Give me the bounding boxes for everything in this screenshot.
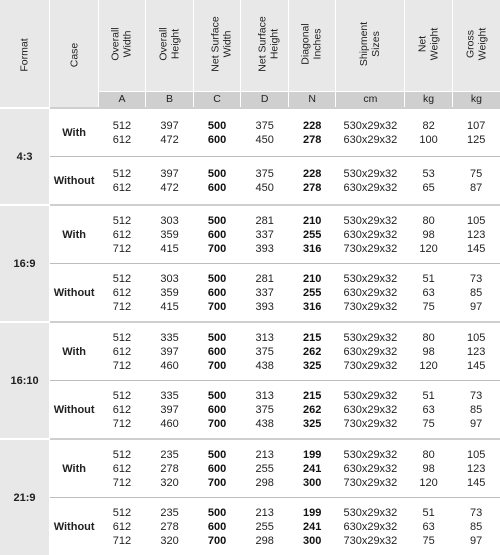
net-surface-width-value: 600 [193, 286, 241, 300]
net-surface-width-value: 600 [193, 403, 241, 417]
header-row [0, 0, 500, 91]
net-surface-height-value: 393 [241, 300, 289, 314]
shipment-sizes-value: 730x29x32 [336, 476, 405, 490]
shipment-sizes-value: 630x29x32 [336, 462, 405, 476]
table-row [0, 381, 500, 440]
net-surface-height-value: 375 [241, 167, 289, 181]
net-surface-height-value: 298 [241, 476, 289, 490]
case-cell: Without [50, 157, 99, 206]
overall-width-value: 712 [98, 476, 146, 490]
case-cell: Without [50, 381, 99, 440]
overall-height-value: 359 [146, 228, 194, 242]
gross-weight-cell [452, 205, 500, 264]
net-weight-value: 63 [405, 520, 453, 534]
table-body [0, 108, 500, 555]
shipment-sizes-value: 530x29x32 [336, 119, 405, 133]
gross-weight-cell [452, 157, 500, 206]
overall-height-value: 320 [146, 534, 194, 548]
overall-width-cell [98, 322, 146, 381]
diagonal-inches-cell [288, 205, 336, 264]
diagonal-inches-value: 300 [288, 534, 336, 548]
diagonal-inches-cell [288, 439, 336, 498]
net-surface-width-value: 700 [193, 242, 241, 256]
gross-weight-value: 97 [452, 300, 500, 314]
gross-weight-value: 105 [452, 214, 500, 228]
net-weight-cell [405, 264, 453, 323]
net-weight-value: 80 [405, 331, 453, 345]
net-surface-height-value: 438 [241, 417, 289, 431]
table-row [0, 108, 500, 157]
unit-cell: C [193, 91, 241, 108]
case-cell: With [50, 322, 99, 381]
shipment-sizes-cell [336, 157, 405, 206]
diagonal-inches-value: 228 [288, 167, 336, 181]
net-surface-height-value: 438 [241, 359, 289, 373]
overall-width-value: 512 [98, 331, 146, 345]
shipment-sizes-value: 630x29x32 [336, 228, 405, 242]
diagonal-inches-value: 325 [288, 359, 336, 373]
net-weight-value: 120 [405, 359, 453, 373]
overall-height-value: 335 [146, 331, 194, 345]
overall-width-value: 512 [98, 272, 146, 286]
shipment-sizes-cell [336, 108, 405, 157]
overall-width-value: 712 [98, 300, 146, 314]
overall-height-value: 235 [146, 448, 194, 462]
shipment-sizes-value: 730x29x32 [336, 242, 405, 256]
overall-height-value: 235 [146, 506, 194, 520]
overall-width-value: 512 [98, 389, 146, 403]
shipment-sizes-value: 630x29x32 [336, 181, 405, 195]
shipment-sizes-value: 530x29x32 [336, 389, 405, 403]
net-weight-cell [405, 381, 453, 440]
net-surface-width-cell [193, 264, 241, 323]
shipment-sizes-cell [336, 498, 405, 555]
net-weight-value: 120 [405, 242, 453, 256]
overall-width-value: 612 [98, 181, 146, 195]
gross-weight-value: 107 [452, 119, 500, 133]
diagonal-inches-value: 210 [288, 272, 336, 286]
net-weight-cell [405, 205, 453, 264]
overall-height-cell [146, 322, 194, 381]
net-surface-width-value: 600 [193, 181, 241, 195]
diagonal-inches-value: 241 [288, 520, 336, 534]
header-overall-width: Overall Width [98, 0, 146, 91]
diagonal-inches-cell [288, 157, 336, 206]
net-weight-value: 120 [405, 476, 453, 490]
net-surface-height-cell [241, 381, 289, 440]
diagonal-inches-value: 215 [288, 331, 336, 345]
net-weight-value: 80 [405, 448, 453, 462]
net-surface-height-value: 375 [241, 345, 289, 359]
diagonal-inches-value: 300 [288, 476, 336, 490]
overall-width-value: 712 [98, 242, 146, 256]
net-weight-value: 53 [405, 167, 453, 181]
unit-cell: B [146, 91, 194, 108]
overall-width-value: 512 [98, 506, 146, 520]
shipment-sizes-value: 530x29x32 [336, 448, 405, 462]
diagonal-inches-value: 199 [288, 506, 336, 520]
overall-height-cell [146, 264, 194, 323]
header-shipment-sizes: Shipment Sizes [336, 0, 405, 91]
shipment-sizes-value: 530x29x32 [336, 272, 405, 286]
gross-weight-value: 145 [452, 476, 500, 490]
net-surface-height-value: 255 [241, 520, 289, 534]
header-format: Format [0, 0, 50, 108]
net-weight-value: 75 [405, 300, 453, 314]
table-row [0, 498, 500, 555]
net-surface-height-cell [241, 108, 289, 157]
gross-weight-value: 105 [452, 448, 500, 462]
header-net-surface-width: Net Surface Width [193, 0, 241, 91]
net-surface-height-value: 337 [241, 286, 289, 300]
overall-width-value: 612 [98, 345, 146, 359]
net-weight-value: 80 [405, 214, 453, 228]
net-surface-height-value: 375 [241, 119, 289, 133]
net-weight-cell [405, 498, 453, 555]
diagonal-inches-value: 199 [288, 448, 336, 462]
overall-height-cell [146, 381, 194, 440]
gross-weight-cell [452, 108, 500, 157]
gross-weight-value: 145 [452, 242, 500, 256]
diagonal-inches-value: 228 [288, 119, 336, 133]
overall-height-value: 278 [146, 520, 194, 534]
net-weight-cell [405, 108, 453, 157]
overall-width-value: 712 [98, 534, 146, 548]
overall-width-value: 712 [98, 417, 146, 431]
table-row [0, 157, 500, 206]
shipment-sizes-value: 530x29x32 [336, 214, 405, 228]
diagonal-inches-value: 325 [288, 417, 336, 431]
net-weight-value: 65 [405, 181, 453, 195]
shipment-sizes-value: 530x29x32 [336, 331, 405, 345]
diagonal-inches-value: 316 [288, 300, 336, 314]
overall-height-value: 472 [146, 133, 194, 147]
diagonal-inches-value: 262 [288, 345, 336, 359]
shipment-sizes-value: 730x29x32 [336, 359, 405, 373]
overall-width-cell [98, 439, 146, 498]
header-net-weight: Net Weight [405, 0, 453, 91]
diagonal-inches-cell [288, 381, 336, 440]
overall-height-value: 415 [146, 242, 194, 256]
header-gross-weight: Gross Weight [452, 0, 500, 91]
diagonal-inches-cell [288, 498, 336, 555]
net-surface-height-value: 450 [241, 133, 289, 147]
case-cell: With [50, 439, 99, 498]
net-surface-height-cell [241, 264, 289, 323]
net-surface-width-value: 600 [193, 462, 241, 476]
overall-height-cell [146, 108, 194, 157]
net-surface-width-value: 700 [193, 417, 241, 431]
case-cell: Without [50, 498, 99, 555]
overall-width-value: 512 [98, 448, 146, 462]
net-weight-value: 75 [405, 417, 453, 431]
header-diagonal-inches: Diagonal Inches [288, 0, 336, 91]
net-surface-height-value: 298 [241, 534, 289, 548]
net-surface-width-value: 500 [193, 167, 241, 181]
table-row [0, 439, 500, 498]
overall-height-value: 397 [146, 403, 194, 417]
net-surface-width-cell [193, 322, 241, 381]
overall-height-value: 397 [146, 345, 194, 359]
overall-width-cell [98, 498, 146, 555]
diagonal-inches-value: 316 [288, 242, 336, 256]
net-surface-width-value: 600 [193, 133, 241, 147]
format-cell: 4:3 [0, 108, 50, 205]
overall-width-value: 612 [98, 403, 146, 417]
gross-weight-value: 73 [452, 389, 500, 403]
net-surface-height-value: 375 [241, 403, 289, 417]
net-weight-value: 98 [405, 228, 453, 242]
net-weight-cell [405, 322, 453, 381]
net-surface-width-cell [193, 108, 241, 157]
overall-height-value: 472 [146, 181, 194, 195]
net-surface-width-value: 600 [193, 228, 241, 242]
shipment-sizes-value: 630x29x32 [336, 520, 405, 534]
gross-weight-value: 123 [452, 462, 500, 476]
diagonal-inches-value: 241 [288, 462, 336, 476]
diagonal-inches-value: 278 [288, 181, 336, 195]
net-surface-height-value: 337 [241, 228, 289, 242]
net-weight-value: 98 [405, 462, 453, 476]
net-surface-width-value: 500 [193, 331, 241, 345]
case-cell: Without [50, 264, 99, 323]
shipment-sizes-value: 630x29x32 [336, 286, 405, 300]
net-surface-height-cell [241, 322, 289, 381]
diagonal-inches-cell [288, 108, 336, 157]
overall-width-cell [98, 205, 146, 264]
table-row [0, 322, 500, 381]
table-row [0, 205, 500, 264]
overall-width-cell [98, 157, 146, 206]
gross-weight-value: 123 [452, 228, 500, 242]
overall-height-value: 460 [146, 417, 194, 431]
gross-weight-value: 125 [452, 133, 500, 147]
unit-cell: cm [336, 91, 405, 108]
overall-height-value: 303 [146, 214, 194, 228]
overall-height-value: 335 [146, 389, 194, 403]
shipment-sizes-value: 730x29x32 [336, 300, 405, 314]
net-surface-height-cell [241, 439, 289, 498]
shipment-sizes-value: 630x29x32 [336, 403, 405, 417]
gross-weight-value: 145 [452, 359, 500, 373]
gross-weight-value: 73 [452, 506, 500, 520]
case-cell: With [50, 108, 99, 157]
net-weight-value: 63 [405, 403, 453, 417]
overall-height-value: 460 [146, 359, 194, 373]
net-surface-width-value: 600 [193, 345, 241, 359]
overall-width-value: 512 [98, 119, 146, 133]
overall-height-value: 278 [146, 462, 194, 476]
net-surface-height-value: 281 [241, 214, 289, 228]
format-cell: 16:9 [0, 205, 50, 322]
net-surface-width-value: 700 [193, 534, 241, 548]
net-surface-width-cell [193, 498, 241, 555]
shipment-sizes-cell [336, 264, 405, 323]
format-cell: 21:9 [0, 439, 50, 555]
gross-weight-value: 85 [452, 403, 500, 417]
net-surface-width-value: 700 [193, 359, 241, 373]
overall-width-value: 612 [98, 286, 146, 300]
gross-weight-value: 97 [452, 417, 500, 431]
overall-width-cell [98, 108, 146, 157]
unit-cell: kg [405, 91, 453, 108]
net-surface-width-value: 500 [193, 448, 241, 462]
net-surface-width-value: 600 [193, 520, 241, 534]
overall-height-value: 397 [146, 119, 194, 133]
unit-cell: D [241, 91, 289, 108]
net-weight-value: 51 [405, 389, 453, 403]
overall-width-value: 612 [98, 133, 146, 147]
overall-height-cell [146, 498, 194, 555]
net-surface-width-cell [193, 381, 241, 440]
diagonal-inches-value: 278 [288, 133, 336, 147]
format-cell: 16:10 [0, 322, 50, 439]
shipment-sizes-cell [336, 439, 405, 498]
shipment-sizes-cell [336, 322, 405, 381]
net-weight-value: 100 [405, 133, 453, 147]
overall-width-value: 512 [98, 214, 146, 228]
gross-weight-cell [452, 498, 500, 555]
net-weight-cell [405, 157, 453, 206]
net-surface-height-value: 313 [241, 331, 289, 345]
overall-height-value: 397 [146, 167, 194, 181]
gross-weight-value: 105 [452, 331, 500, 345]
net-surface-width-value: 500 [193, 506, 241, 520]
net-surface-height-value: 255 [241, 462, 289, 476]
unit-cell: A [98, 91, 146, 108]
overall-height-value: 303 [146, 272, 194, 286]
overall-height-cell [146, 205, 194, 264]
net-weight-value: 98 [405, 345, 453, 359]
gross-weight-value: 75 [452, 167, 500, 181]
overall-width-cell [98, 264, 146, 323]
diagonal-inches-value: 262 [288, 403, 336, 417]
shipment-sizes-value: 530x29x32 [336, 506, 405, 520]
unit-cell: kg [452, 91, 500, 108]
net-surface-height-value: 213 [241, 506, 289, 520]
gross-weight-value: 73 [452, 272, 500, 286]
overall-height-cell [146, 439, 194, 498]
net-weight-cell [405, 439, 453, 498]
net-surface-height-value: 313 [241, 389, 289, 403]
shipment-sizes-cell [336, 205, 405, 264]
net-surface-width-value: 500 [193, 214, 241, 228]
shipment-sizes-value: 530x29x32 [336, 167, 405, 181]
gross-weight-value: 123 [452, 345, 500, 359]
net-surface-width-cell [193, 205, 241, 264]
diagonal-inches-value: 255 [288, 228, 336, 242]
diagonal-inches-cell [288, 264, 336, 323]
shipment-sizes-value: 730x29x32 [336, 417, 405, 431]
net-surface-height-value: 450 [241, 181, 289, 195]
net-surface-height-value: 393 [241, 242, 289, 256]
gross-weight-value: 85 [452, 520, 500, 534]
net-weight-value: 82 [405, 119, 453, 133]
net-weight-value: 51 [405, 272, 453, 286]
shipment-sizes-value: 730x29x32 [336, 534, 405, 548]
overall-height-value: 320 [146, 476, 194, 490]
net-surface-width-value: 700 [193, 476, 241, 490]
net-surface-height-cell [241, 205, 289, 264]
gross-weight-value: 87 [452, 181, 500, 195]
gross-weight-cell [452, 381, 500, 440]
net-surface-width-cell [193, 439, 241, 498]
net-surface-width-cell [193, 157, 241, 206]
header-case: Case [50, 0, 99, 108]
net-weight-value: 51 [405, 506, 453, 520]
net-surface-width-value: 700 [193, 300, 241, 314]
shipment-sizes-value: 630x29x32 [336, 345, 405, 359]
overall-width-value: 512 [98, 167, 146, 181]
table-row [0, 264, 500, 323]
shipment-sizes-value: 630x29x32 [336, 133, 405, 147]
case-cell: With [50, 205, 99, 264]
net-surface-width-value: 500 [193, 272, 241, 286]
net-surface-width-value: 500 [193, 389, 241, 403]
net-surface-height-cell [241, 498, 289, 555]
gross-weight-cell [452, 439, 500, 498]
overall-width-value: 612 [98, 228, 146, 242]
diagonal-inches-value: 255 [288, 286, 336, 300]
overall-width-value: 612 [98, 462, 146, 476]
net-surface-height-value: 281 [241, 272, 289, 286]
header-overall-height: Overall Height [146, 0, 194, 91]
shipment-sizes-cell [336, 381, 405, 440]
header-net-surface-height: Net Surface Height [241, 0, 289, 91]
overall-height-cell [146, 157, 194, 206]
overall-width-cell [98, 381, 146, 440]
net-weight-value: 75 [405, 534, 453, 548]
net-surface-height-cell [241, 157, 289, 206]
overall-height-value: 415 [146, 300, 194, 314]
gross-weight-value: 97 [452, 534, 500, 548]
diagonal-inches-cell [288, 322, 336, 381]
diagonal-inches-value: 210 [288, 214, 336, 228]
unit-cell: N [288, 91, 336, 108]
gross-weight-cell [452, 264, 500, 323]
gross-weight-cell [452, 322, 500, 381]
diagonal-inches-value: 215 [288, 389, 336, 403]
overall-height-value: 359 [146, 286, 194, 300]
overall-width-value: 712 [98, 359, 146, 373]
net-surface-width-value: 500 [193, 119, 241, 133]
net-weight-value: 63 [405, 286, 453, 300]
overall-width-value: 612 [98, 520, 146, 534]
gross-weight-value: 85 [452, 286, 500, 300]
net-surface-height-value: 213 [241, 448, 289, 462]
